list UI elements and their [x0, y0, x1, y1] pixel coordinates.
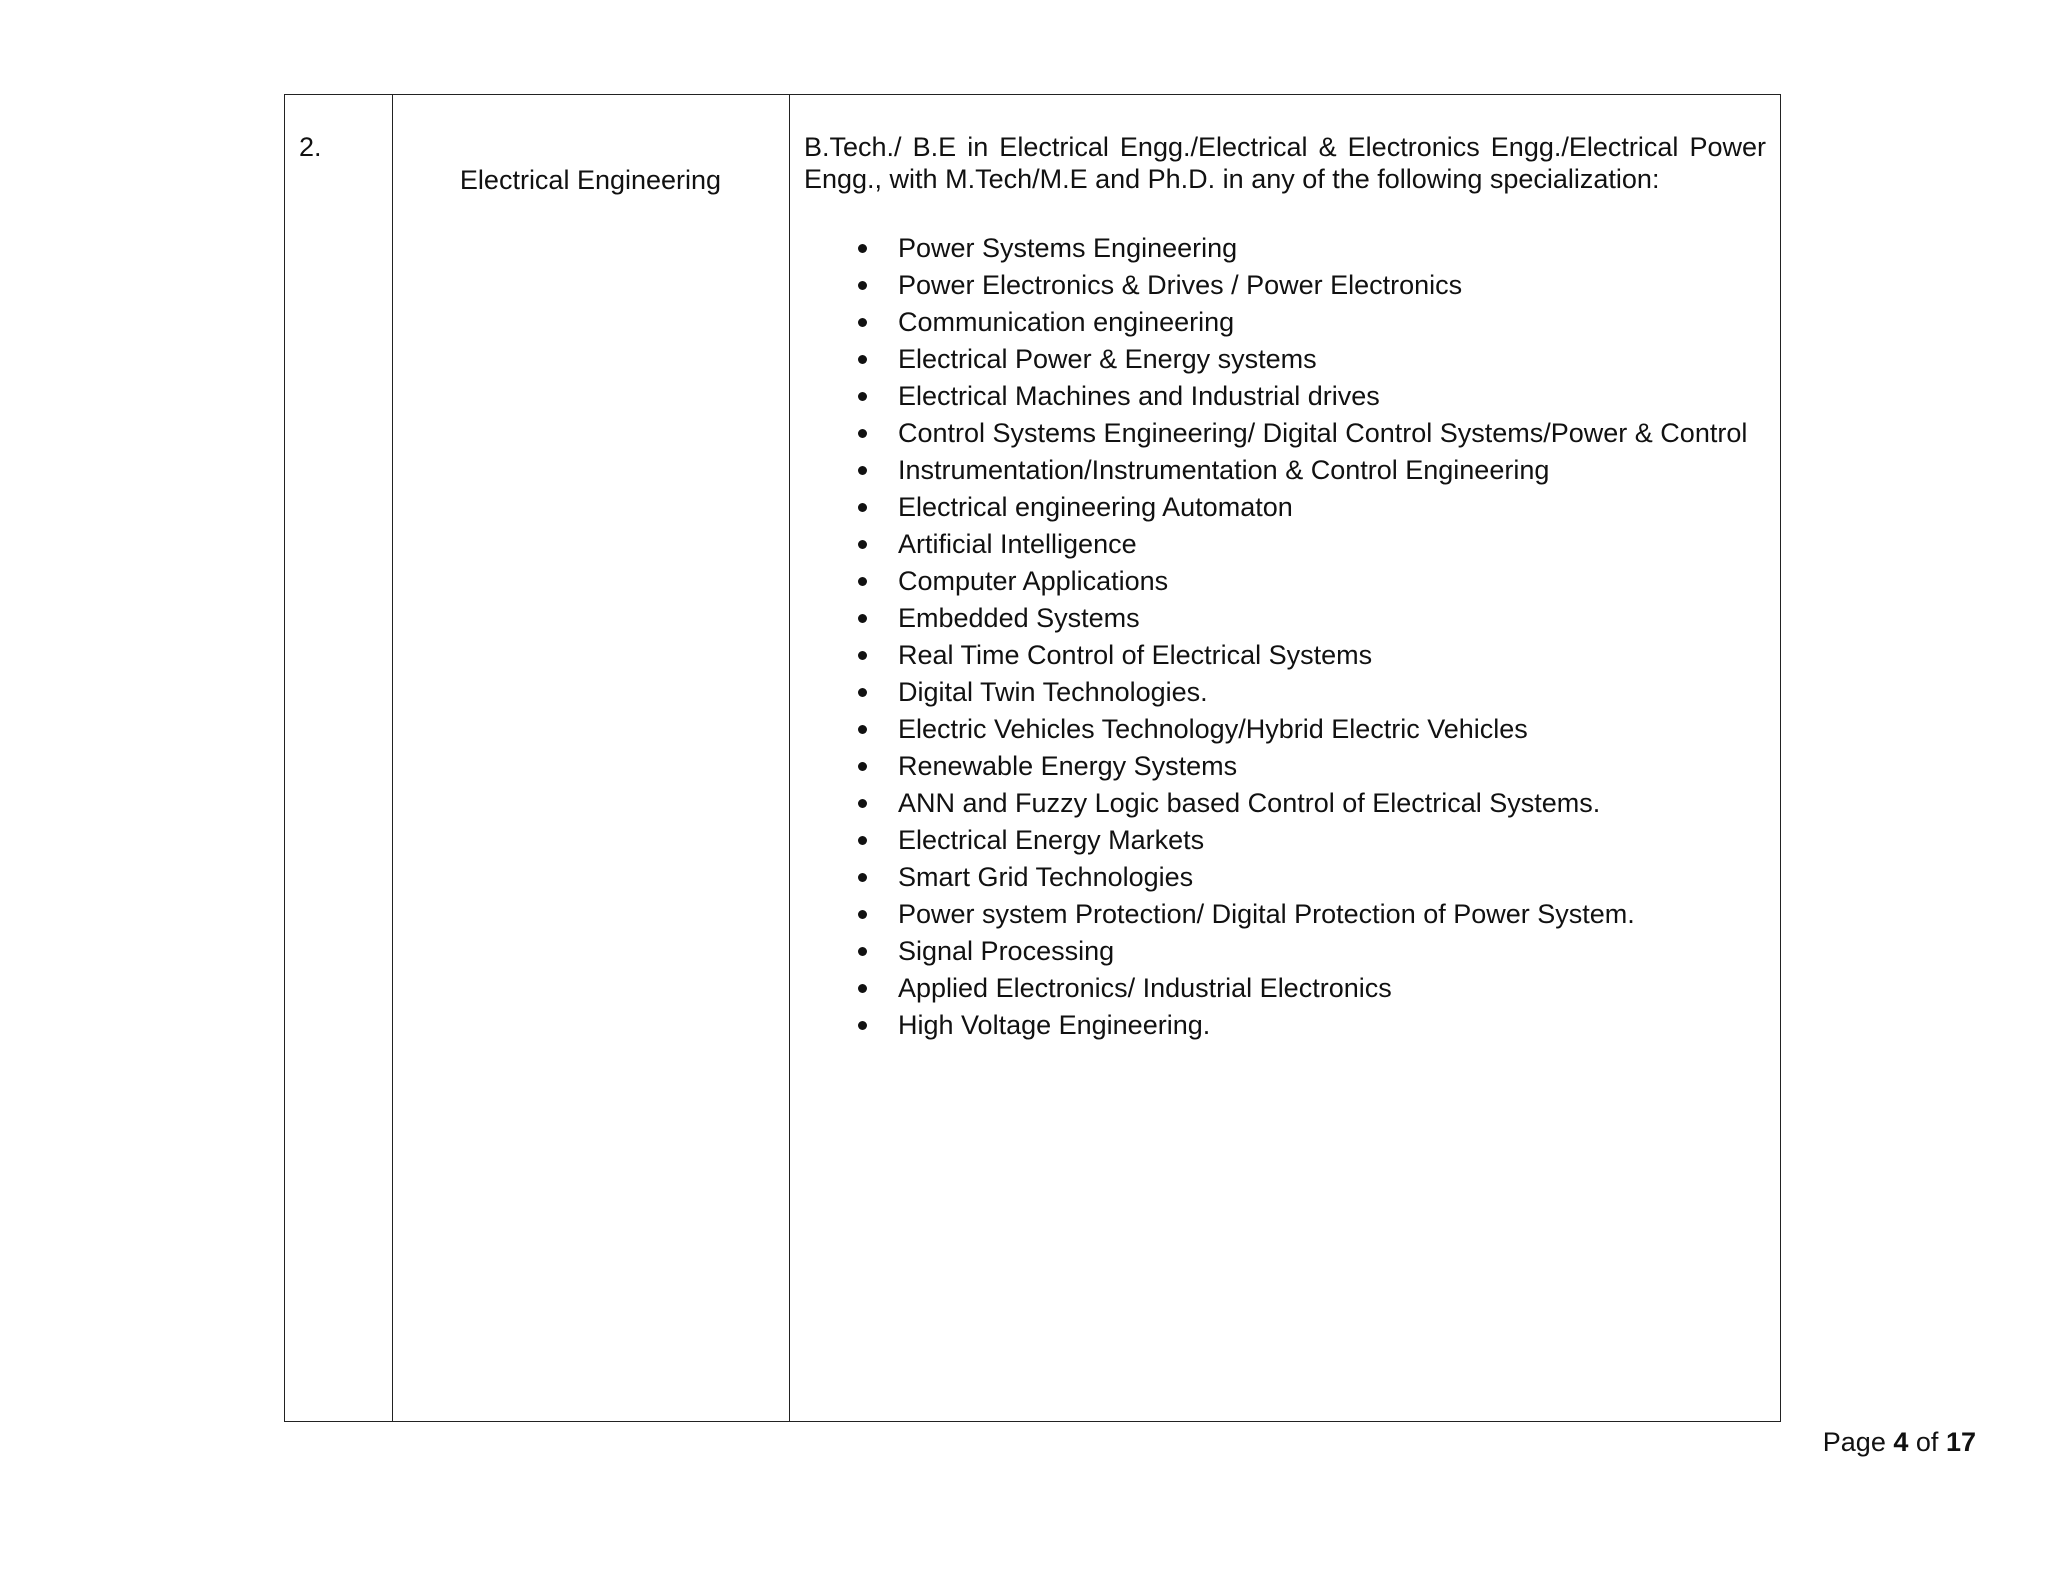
discipline-name: Electrical Engineering — [459, 165, 722, 195]
bullet-icon — [858, 910, 867, 919]
bullet-icon — [858, 244, 867, 253]
specialization-label: Electrical Power & Energy systems — [898, 344, 1317, 374]
specialization-list — [804, 231, 1766, 1042]
page-of: of — [1915, 1427, 1939, 1457]
list-item — [804, 675, 1766, 709]
bullet-icon — [858, 355, 867, 364]
specialization-label: Power Electronics & Drives / Power Electronics — [898, 270, 1463, 300]
specialization-label: Digital Twin Technologies. — [898, 677, 1208, 707]
bullet-icon — [858, 1021, 867, 1030]
specialization-label: Embedded Systems — [898, 603, 1140, 633]
specialization-label: Real Time Control of Electrical Systems — [898, 640, 1373, 670]
specialization-label: Signal Processing — [898, 936, 1115, 966]
specialization-label: Electrical Machines and Industrial drives — [898, 381, 1380, 411]
list-item — [804, 527, 1766, 561]
list-item — [804, 601, 1766, 635]
bullet-icon — [858, 799, 867, 808]
bullet-icon — [858, 429, 867, 438]
list-item — [804, 860, 1766, 894]
bullet-icon — [858, 984, 867, 993]
specialization-label: Communication engineering — [898, 307, 1235, 337]
list-item — [804, 379, 1766, 413]
qualification-table — [284, 94, 1781, 1422]
bullet-icon — [858, 540, 867, 549]
bullet-icon — [858, 614, 867, 623]
page-total: 17 — [1945, 1427, 1976, 1457]
bullet-icon — [858, 577, 867, 586]
list-item — [804, 268, 1766, 302]
list-item — [804, 712, 1766, 746]
list-item — [804, 934, 1766, 968]
specialization-label: Instrumentation/Instrumentation & Control Engineering — [898, 455, 1550, 485]
list-item — [804, 342, 1766, 376]
specialization-label: Applied Electronics/ Industrial Electronics — [898, 973, 1392, 1003]
bullet-icon — [858, 651, 867, 660]
list-item — [804, 490, 1766, 524]
serial-number: 2. — [299, 132, 322, 162]
list-item — [804, 416, 1766, 450]
specialization-label: ANN and Fuzzy Logic based Control of Electrical Systems. — [898, 788, 1601, 818]
bullet-icon — [858, 725, 867, 734]
bullet-icon — [858, 873, 867, 882]
specialization-label: Electrical Energy Markets — [898, 825, 1205, 855]
list-item — [804, 564, 1766, 598]
list-item — [804, 453, 1766, 487]
specialization-label: Smart Grid Technologies — [898, 862, 1194, 892]
list-item — [804, 786, 1766, 820]
bullet-icon — [858, 947, 867, 956]
list-item — [804, 638, 1766, 672]
bullet-icon — [858, 281, 867, 290]
list-item — [804, 1008, 1766, 1042]
qualification-intro: B.Tech./ B.E in Electrical Engg./Electrical & Electronics Engg./Electrical Power Engg., with M.Tech/M.E and Ph.D. in any of the following specialization: — [804, 132, 1766, 194]
specialization-label: Control Systems Engineering/ Digital Control Systems/Power & Control — [898, 418, 1748, 448]
bullet-icon — [858, 466, 867, 475]
specialization-label: Computer Applications — [898, 566, 1169, 596]
page-number — [1823, 1426, 1976, 1458]
list-item — [804, 971, 1766, 1005]
list-item — [804, 231, 1766, 265]
qualification-cell — [804, 131, 1766, 1045]
column-divider — [789, 95, 790, 1421]
list-item — [804, 897, 1766, 931]
specialization-label: Renewable Energy Systems — [898, 751, 1238, 781]
specialization-label: Power Systems Engineering — [898, 233, 1238, 263]
bullet-icon — [858, 836, 867, 845]
list-item — [804, 305, 1766, 339]
page-prefix: Page — [1822, 1427, 1886, 1457]
bullet-icon — [858, 318, 867, 327]
list-item — [804, 823, 1766, 857]
bullet-icon — [858, 688, 867, 697]
bullet-icon — [858, 392, 867, 401]
specialization-label: Power system Protection/ Digital Protection of Power System. — [898, 899, 1635, 929]
bullet-icon — [858, 503, 867, 512]
column-divider — [392, 95, 393, 1421]
specialization-label: Electric Vehicles Technology/Hybrid Electric Vehicles — [898, 714, 1528, 744]
list-item — [804, 749, 1766, 783]
bullet-icon — [858, 762, 867, 771]
specialization-label: Electrical engineering Automaton — [898, 492, 1293, 522]
specialization-label: High Voltage Engineering. — [898, 1010, 1211, 1040]
specialization-label: Artificial Intelligence — [898, 529, 1137, 559]
page-current: 4 — [1893, 1427, 1909, 1457]
